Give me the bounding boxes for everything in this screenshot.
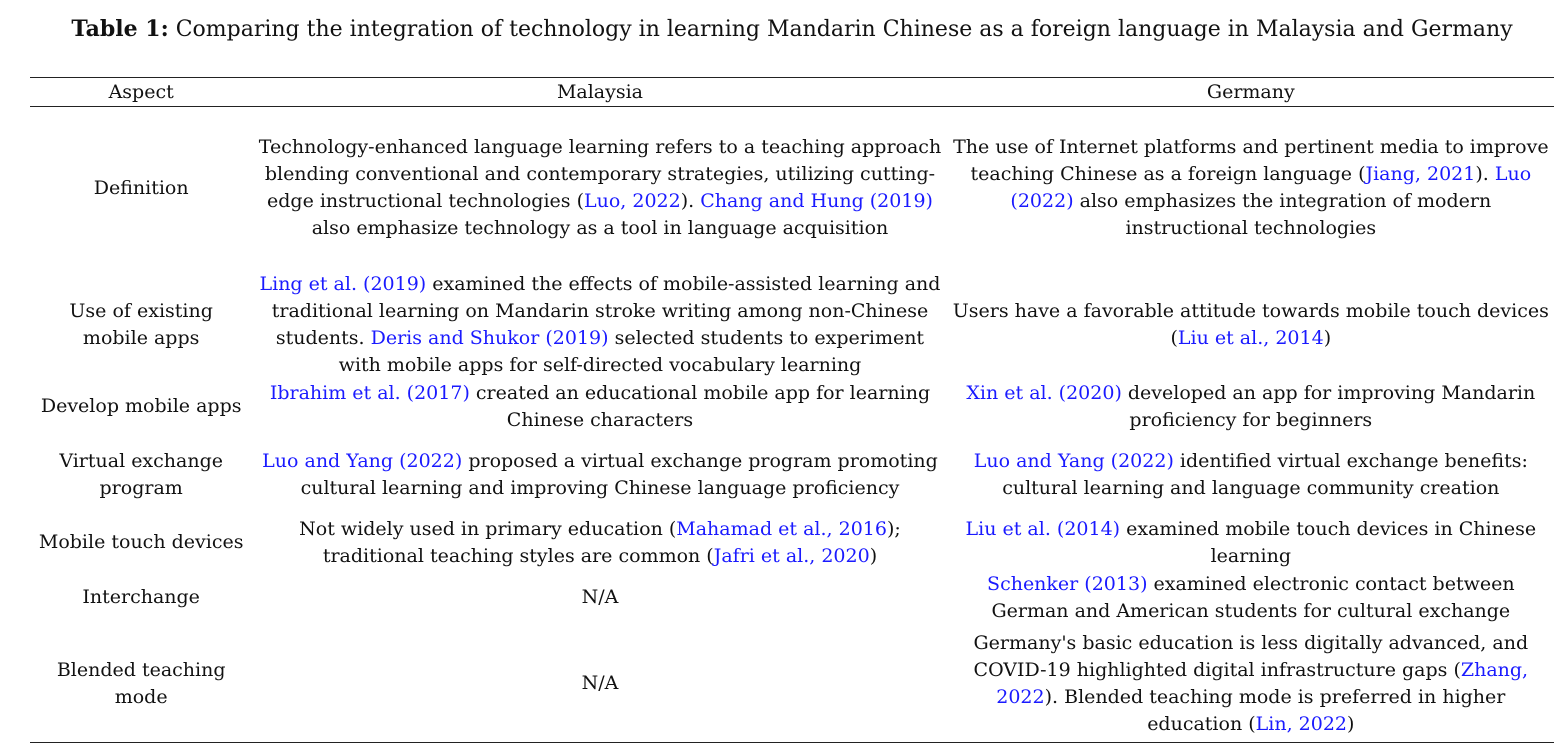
malaysia-cell [252,570,947,626]
column-header-malaysia: Malaysia [252,78,947,107]
germany-cell [948,107,1554,270]
table-row [30,380,1554,434]
malaysia-cell [252,270,947,380]
cell-text: Germany's basic education is less digitally advanced, and COVID-19 highlighted digital infrastructure gaps ( [973,631,1529,681]
citation-link[interactable]: Ibrahim et al. (2017) [269,381,470,404]
table-caption-text: Comparing the integration of technology in learning Mandarin Chinese as a foreign language in Malaysia and Germany [168,17,1513,42]
cell-text: ). [1475,163,1495,186]
table-caption-label: Table 1: [71,16,169,42]
citation-link[interactable]: Luo (2022) [1010,163,1532,213]
germany-cell [948,434,1554,516]
header-row [30,78,1554,107]
aspect-cell: Use of existing mobile apps [69,299,213,349]
table-row [30,270,1554,380]
citation-link[interactable]: Xin et al. (2020) [966,381,1122,404]
citation-link[interactable]: Jiang, 2021 [1365,163,1476,186]
cell-text: created an educational mobile app for learning Chinese characters [469,381,931,431]
cell-text: also emphasize technology as a tool in language acquisition [311,217,889,240]
citation-link[interactable]: Jafri et al., 2020 [713,544,870,567]
malaysia-cell [252,516,947,570]
aspect-cell: Mobile touch devices [38,531,244,553]
column-header-germany: Germany [948,78,1554,107]
malaysia-cell [252,380,947,434]
citation-link[interactable]: Liu et al., 2014 [1177,326,1324,349]
citation-link[interactable]: Chang and Hung (2019) [700,190,933,213]
citation-link[interactable]: Ling et al. (2019) [259,272,427,295]
citation-link[interactable]: Zhang, 2022 [996,658,1529,708]
cell-text: ) [869,544,878,567]
column-header-aspect: Aspect [30,78,252,107]
aspect-cell: Definition [93,176,189,199]
citation-link[interactable]: Lin, 2022 [1255,712,1348,735]
germany-cell [948,516,1554,570]
germany-cell [948,270,1554,380]
aspect-cell: Interchange [82,586,200,608]
cell-text: proposed a virtual exchange program promoting cultural learning and improving Chinese language proficiency [300,449,938,499]
table-header [30,78,1554,107]
table-row [30,434,1554,516]
aspect-cell: Virtual exchange program [59,449,223,499]
table-row [30,626,1554,743]
table-caption [30,12,1554,47]
cell-text: N/A [581,672,619,695]
citation-link[interactable]: Luo and Yang (2022) [973,449,1174,472]
citation-link[interactable]: Luo, 2022 [583,190,681,213]
cell-text: examined the effects of mobile-assisted learning and traditional learning on Mandarin stroke writing among non-Chinese students. [271,272,941,349]
comparison-table [30,77,1554,743]
malaysia-cell [252,107,947,270]
germany-cell [948,380,1554,434]
cell-text: identified virtual exchange benefits: cultural learning and language community creation [1002,449,1528,499]
cell-text: Technology-enhanced language learning refers to a teaching approach blending conventional and contemporary strategies, utilizing cutting-edge instructional technologies ( [258,136,942,213]
table-body [30,107,1554,743]
cell-text: ) [1347,712,1355,735]
malaysia-cell [252,434,947,516]
table-row [30,570,1554,626]
cell-text: also emphasizes the integration of modern instructional technologies [1073,190,1492,240]
cell-text: The use of Internet platforms and pertinent media to improve teaching Chinese as a foreign language ( [953,136,1549,186]
table-row [30,516,1554,570]
citation-link[interactable]: Deris and Shukor (2019) [370,326,609,349]
cell-text: selected students to experiment with mobile apps for self-directed vocabulary learning [338,326,925,376]
citation-link[interactable]: Liu et al. (2014) [965,517,1121,540]
cell-text: examined mobile touch devices in Chinese learning [1120,517,1537,567]
citation-link[interactable]: Mahamad et al., 2016 [676,517,887,540]
cell-text: ). Blended teaching mode is preferred in higher education ( [1044,685,1506,735]
cell-text: developed an app for improving Mandarin proficiency for beginners [1121,381,1536,431]
aspect-cell: Blended teaching mode [30,626,252,743]
table-row [30,107,1554,270]
cell-text: ). [680,190,701,213]
cell-text: ) [1323,326,1332,349]
germany-cell [948,570,1554,626]
germany-cell [948,626,1554,743]
cell-text: examined electronic contact between German and American students for cultural exchange [991,572,1515,622]
aspect-cell: Develop mobile apps [40,395,242,417]
cell-text: Not widely used in primary education ( [299,517,677,540]
cell-text: ); traditional teaching styles are common ( [322,517,901,567]
citation-link[interactable]: Schenker (2013) [987,572,1148,595]
cell-text: Users have a favorable attitude towards mobile touch devices ( [952,299,1549,349]
malaysia-cell [252,626,947,743]
cell-text: N/A [581,586,619,608]
citation-link[interactable]: Luo and Yang (2022) [262,449,463,472]
